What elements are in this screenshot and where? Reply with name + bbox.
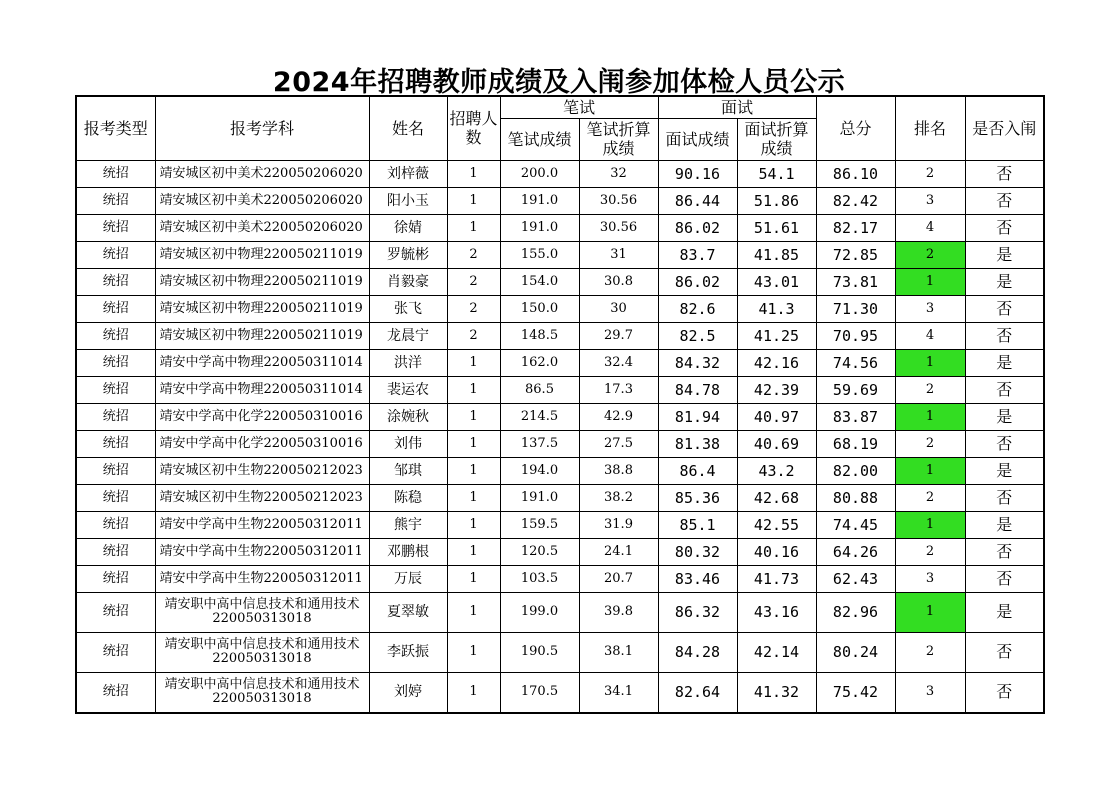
cell-written-score: 86.5 [500, 376, 579, 403]
cell-name: 裴运农 [369, 376, 447, 403]
cell-rank: 4 [895, 322, 965, 349]
cell-subject: 靖安城区初中生物220050212023 [155, 484, 369, 511]
cell-written-converted: 32 [579, 160, 658, 187]
cell-selected: 是 [965, 592, 1044, 632]
cell-selected: 是 [965, 403, 1044, 430]
cell-subject: 靖安城区初中美术220050206020 [155, 160, 369, 187]
header-interview: 面试 [658, 96, 816, 118]
cell-subject: 靖安中学高中物理220050311014 [155, 376, 369, 403]
cell-written-score: 162.0 [500, 349, 579, 376]
table-row [76, 376, 1044, 403]
cell-written-converted: 27.5 [579, 430, 658, 457]
header-selected: 是否入闱 [965, 96, 1044, 160]
cell-subject: 靖安职中高中信息技术和通用技术220050313018 [155, 632, 369, 672]
cell-written-converted: 20.7 [579, 565, 658, 592]
cell-selected: 否 [965, 376, 1044, 403]
cell-interview-converted: 40.97 [737, 403, 816, 430]
cell-interview-converted: 42.55 [737, 511, 816, 538]
cell-written-score: 191.0 [500, 187, 579, 214]
table-row [76, 457, 1044, 484]
cell-total: 74.56 [816, 349, 895, 376]
cell-interview-converted: 51.61 [737, 214, 816, 241]
cell-total: 83.87 [816, 403, 895, 430]
cell-interview-score: 86.02 [658, 268, 737, 295]
table-row [76, 403, 1044, 430]
cell-interview-score: 83.7 [658, 241, 737, 268]
cell-rank: 2 [895, 160, 965, 187]
cell-subject: 靖安城区初中物理220050211019 [155, 241, 369, 268]
cell-type: 统招 [76, 403, 155, 430]
cell-interview-score: 86.44 [658, 187, 737, 214]
cell-interview-converted: 43.2 [737, 457, 816, 484]
cell-type: 统招 [76, 214, 155, 241]
cell-name: 万辰 [369, 565, 447, 592]
cell-total: 71.30 [816, 295, 895, 322]
cell-interview-converted: 42.39 [737, 376, 816, 403]
cell-written-converted: 38.8 [579, 457, 658, 484]
cell-rank: 2 [895, 632, 965, 672]
cell-interview-converted: 41.85 [737, 241, 816, 268]
cell-subject: 靖安城区初中生物220050212023 [155, 457, 369, 484]
cell-written-converted: 31 [579, 241, 658, 268]
cell-subject: 靖安中学高中物理220050311014 [155, 349, 369, 376]
cell-subject: 靖安中学高中化学220050310016 [155, 403, 369, 430]
cell-total: 68.19 [816, 430, 895, 457]
cell-name: 邹琪 [369, 457, 447, 484]
cell-total: 72.85 [816, 241, 895, 268]
cell-written-score: 190.5 [500, 632, 579, 672]
cell-name: 肖毅豪 [369, 268, 447, 295]
results-table [75, 95, 1045, 714]
cell-name: 邓鹏根 [369, 538, 447, 565]
cell-rank: 2 [895, 484, 965, 511]
cell-written-score: 191.0 [500, 484, 579, 511]
cell-subject: 靖安城区初中物理220050211019 [155, 322, 369, 349]
cell-interview-score: 86.32 [658, 592, 737, 632]
header-name: 姓名 [369, 96, 447, 160]
cell-quota: 1 [447, 457, 500, 484]
cell-rank: 3 [895, 565, 965, 592]
cell-written-score: 214.5 [500, 403, 579, 430]
cell-selected: 否 [965, 538, 1044, 565]
cell-written-converted: 29.7 [579, 322, 658, 349]
cell-selected: 否 [965, 187, 1044, 214]
cell-total: 82.17 [816, 214, 895, 241]
table-row [76, 592, 1044, 632]
cell-subject: 靖安中学高中生物220050312011 [155, 511, 369, 538]
cell-name: 刘伟 [369, 430, 447, 457]
cell-selected: 是 [965, 268, 1044, 295]
header-interview-converted: 面试折算成绩 [737, 118, 816, 160]
cell-subject: 靖安城区初中物理220050211019 [155, 295, 369, 322]
cell-name: 阳小玉 [369, 187, 447, 214]
cell-name: 罗毓彬 [369, 241, 447, 268]
cell-total: 80.88 [816, 484, 895, 511]
table-row [76, 187, 1044, 214]
cell-total: 73.81 [816, 268, 895, 295]
cell-written-converted: 31.9 [579, 511, 658, 538]
cell-written-converted: 17.3 [579, 376, 658, 403]
cell-interview-converted: 41.73 [737, 565, 816, 592]
cell-name: 陈稳 [369, 484, 447, 511]
cell-written-score: 150.0 [500, 295, 579, 322]
cell-interview-score: 85.36 [658, 484, 737, 511]
cell-total: 62.43 [816, 565, 895, 592]
cell-rank: 2 [895, 430, 965, 457]
cell-type: 统招 [76, 376, 155, 403]
cell-type: 统招 [76, 457, 155, 484]
cell-written-converted: 30 [579, 295, 658, 322]
table-row [76, 511, 1044, 538]
cell-quota: 1 [447, 160, 500, 187]
cell-written-converted: 30.56 [579, 187, 658, 214]
cell-total: 64.26 [816, 538, 895, 565]
cell-interview-score: 84.78 [658, 376, 737, 403]
cell-subject: 靖安职中高中信息技术和通用技术220050313018 [155, 672, 369, 713]
cell-written-score: 200.0 [500, 160, 579, 187]
cell-total: 74.45 [816, 511, 895, 538]
table-row [76, 484, 1044, 511]
cell-interview-score: 85.1 [658, 511, 737, 538]
cell-rank: 2 [895, 376, 965, 403]
cell-selected: 是 [965, 511, 1044, 538]
cell-quota: 1 [447, 632, 500, 672]
cell-type: 统招 [76, 160, 155, 187]
cell-type: 统招 [76, 592, 155, 632]
cell-interview-converted: 43.16 [737, 592, 816, 632]
cell-type: 统招 [76, 241, 155, 268]
table-row [76, 349, 1044, 376]
cell-written-score: 194.0 [500, 457, 579, 484]
cell-written-converted: 30.8 [579, 268, 658, 295]
cell-selected: 否 [965, 430, 1044, 457]
cell-written-converted: 39.8 [579, 592, 658, 632]
cell-interview-score: 82.6 [658, 295, 737, 322]
header-written: 笔试 [500, 96, 658, 118]
table-row [76, 160, 1044, 187]
header-total: 总分 [816, 96, 895, 160]
cell-written-score: 191.0 [500, 214, 579, 241]
cell-type: 统招 [76, 511, 155, 538]
cell-subject: 靖安城区初中美术220050206020 [155, 187, 369, 214]
header-rank: 排名 [895, 96, 965, 160]
table-row [76, 295, 1044, 322]
table-row [76, 268, 1044, 295]
cell-interview-score: 86.4 [658, 457, 737, 484]
cell-rank: 1 [895, 511, 965, 538]
cell-written-converted: 42.9 [579, 403, 658, 430]
cell-name: 刘婷 [369, 672, 447, 713]
cell-type: 统招 [76, 565, 155, 592]
cell-type: 统招 [76, 322, 155, 349]
cell-selected: 否 [965, 295, 1044, 322]
cell-rank: 3 [895, 187, 965, 214]
cell-quota: 1 [447, 430, 500, 457]
cell-interview-converted: 42.14 [737, 632, 816, 672]
cell-interview-score: 83.46 [658, 565, 737, 592]
cell-interview-score: 86.02 [658, 214, 737, 241]
cell-subject: 靖安城区初中美术220050206020 [155, 214, 369, 241]
cell-interview-score: 90.16 [658, 160, 737, 187]
cell-name: 涂婉秋 [369, 403, 447, 430]
cell-written-converted: 34.1 [579, 672, 658, 713]
cell-selected: 否 [965, 214, 1044, 241]
cell-name: 徐婧 [369, 214, 447, 241]
cell-quota: 1 [447, 511, 500, 538]
cell-quota: 1 [447, 592, 500, 632]
cell-interview-converted: 43.01 [737, 268, 816, 295]
cell-written-score: 137.5 [500, 430, 579, 457]
table-row [76, 565, 1044, 592]
cell-name: 龙晨宁 [369, 322, 447, 349]
cell-quota: 2 [447, 295, 500, 322]
cell-rank: 2 [895, 538, 965, 565]
cell-quota: 1 [447, 214, 500, 241]
cell-quota: 1 [447, 565, 500, 592]
cell-type: 统招 [76, 268, 155, 295]
cell-selected: 是 [965, 241, 1044, 268]
cell-name: 刘梓薇 [369, 160, 447, 187]
cell-quota: 2 [447, 241, 500, 268]
cell-subject: 靖安中学高中生物220050312011 [155, 538, 369, 565]
cell-quota: 1 [447, 538, 500, 565]
cell-rank: 1 [895, 349, 965, 376]
cell-selected: 否 [965, 672, 1044, 713]
cell-selected: 否 [965, 484, 1044, 511]
cell-interview-converted: 40.16 [737, 538, 816, 565]
header-written-converted: 笔试折算成绩 [579, 118, 658, 160]
cell-selected: 否 [965, 322, 1044, 349]
cell-quota: 2 [447, 322, 500, 349]
cell-interview-score: 82.64 [658, 672, 737, 713]
cell-written-score: 199.0 [500, 592, 579, 632]
cell-total: 70.95 [816, 322, 895, 349]
cell-quota: 1 [447, 672, 500, 713]
cell-total: 82.00 [816, 457, 895, 484]
cell-interview-converted: 41.25 [737, 322, 816, 349]
cell-written-score: 148.5 [500, 322, 579, 349]
cell-total: 86.10 [816, 160, 895, 187]
cell-type: 统招 [76, 538, 155, 565]
cell-interview-score: 81.94 [658, 403, 737, 430]
table-row [76, 538, 1044, 565]
cell-rank: 1 [895, 268, 965, 295]
cell-written-converted: 30.56 [579, 214, 658, 241]
cell-rank: 3 [895, 672, 965, 713]
cell-selected: 否 [965, 632, 1044, 672]
cell-interview-converted: 41.3 [737, 295, 816, 322]
cell-selected: 是 [965, 349, 1044, 376]
cell-written-score: 155.0 [500, 241, 579, 268]
cell-quota: 2 [447, 268, 500, 295]
cell-selected: 否 [965, 565, 1044, 592]
cell-quota: 1 [447, 376, 500, 403]
cell-interview-converted: 41.32 [737, 672, 816, 713]
cell-interview-converted: 51.86 [737, 187, 816, 214]
cell-interview-score: 84.28 [658, 632, 737, 672]
cell-type: 统招 [76, 632, 155, 672]
table-row [76, 632, 1044, 672]
cell-total: 82.42 [816, 187, 895, 214]
cell-interview-converted: 54.1 [737, 160, 816, 187]
cell-written-score: 120.5 [500, 538, 579, 565]
cell-written-converted: 38.2 [579, 484, 658, 511]
cell-quota: 1 [447, 187, 500, 214]
cell-subject: 靖安中学高中生物220050312011 [155, 565, 369, 592]
cell-rank: 1 [895, 457, 965, 484]
cell-subject: 靖安城区初中物理220050211019 [155, 268, 369, 295]
header-type: 报考类型 [76, 96, 155, 160]
cell-subject: 靖安职中高中信息技术和通用技术220050313018 [155, 592, 369, 632]
table-row [76, 322, 1044, 349]
cell-total: 80.24 [816, 632, 895, 672]
cell-written-score: 159.5 [500, 511, 579, 538]
table-row [76, 241, 1044, 268]
cell-total: 82.96 [816, 592, 895, 632]
cell-subject: 靖安中学高中化学220050310016 [155, 430, 369, 457]
cell-type: 统招 [76, 295, 155, 322]
cell-selected: 否 [965, 160, 1044, 187]
cell-interview-converted: 40.69 [737, 430, 816, 457]
cell-written-score: 103.5 [500, 565, 579, 592]
cell-rank: 1 [895, 592, 965, 632]
cell-name: 洪洋 [369, 349, 447, 376]
cell-written-converted: 32.4 [579, 349, 658, 376]
cell-quota: 1 [447, 349, 500, 376]
cell-interview-score: 80.32 [658, 538, 737, 565]
cell-type: 统招 [76, 484, 155, 511]
cell-name: 熊宇 [369, 511, 447, 538]
cell-total: 59.69 [816, 376, 895, 403]
cell-type: 统招 [76, 349, 155, 376]
cell-name: 李跃振 [369, 632, 447, 672]
cell-rank: 4 [895, 214, 965, 241]
cell-total: 75.42 [816, 672, 895, 713]
cell-interview-converted: 42.68 [737, 484, 816, 511]
cell-type: 统招 [76, 187, 155, 214]
cell-written-score: 170.5 [500, 672, 579, 713]
table-row [76, 214, 1044, 241]
cell-rank: 2 [895, 241, 965, 268]
cell-written-converted: 24.1 [579, 538, 658, 565]
cell-interview-score: 84.32 [658, 349, 737, 376]
cell-quota: 1 [447, 403, 500, 430]
cell-rank: 3 [895, 295, 965, 322]
table-row [76, 672, 1044, 713]
cell-type: 统招 [76, 672, 155, 713]
header-subject: 报考学科 [155, 96, 369, 160]
cell-written-score: 154.0 [500, 268, 579, 295]
header-written-score: 笔试成绩 [500, 118, 579, 160]
cell-interview-score: 82.5 [658, 322, 737, 349]
cell-interview-converted: 42.16 [737, 349, 816, 376]
results-body [76, 160, 1044, 713]
cell-name: 夏翠敏 [369, 592, 447, 632]
header-quota: 招聘人数 [447, 96, 500, 160]
cell-written-converted: 38.1 [579, 632, 658, 672]
table-row [76, 430, 1044, 457]
cell-name: 张飞 [369, 295, 447, 322]
header-interview-score: 面试成绩 [658, 118, 737, 160]
cell-interview-score: 81.38 [658, 430, 737, 457]
cell-selected: 是 [965, 457, 1044, 484]
cell-quota: 1 [447, 484, 500, 511]
cell-type: 统招 [76, 430, 155, 457]
cell-rank: 1 [895, 403, 965, 430]
page-title: 2024年招聘教师成绩及入闱参加体检人员公示 [272, 67, 846, 98]
